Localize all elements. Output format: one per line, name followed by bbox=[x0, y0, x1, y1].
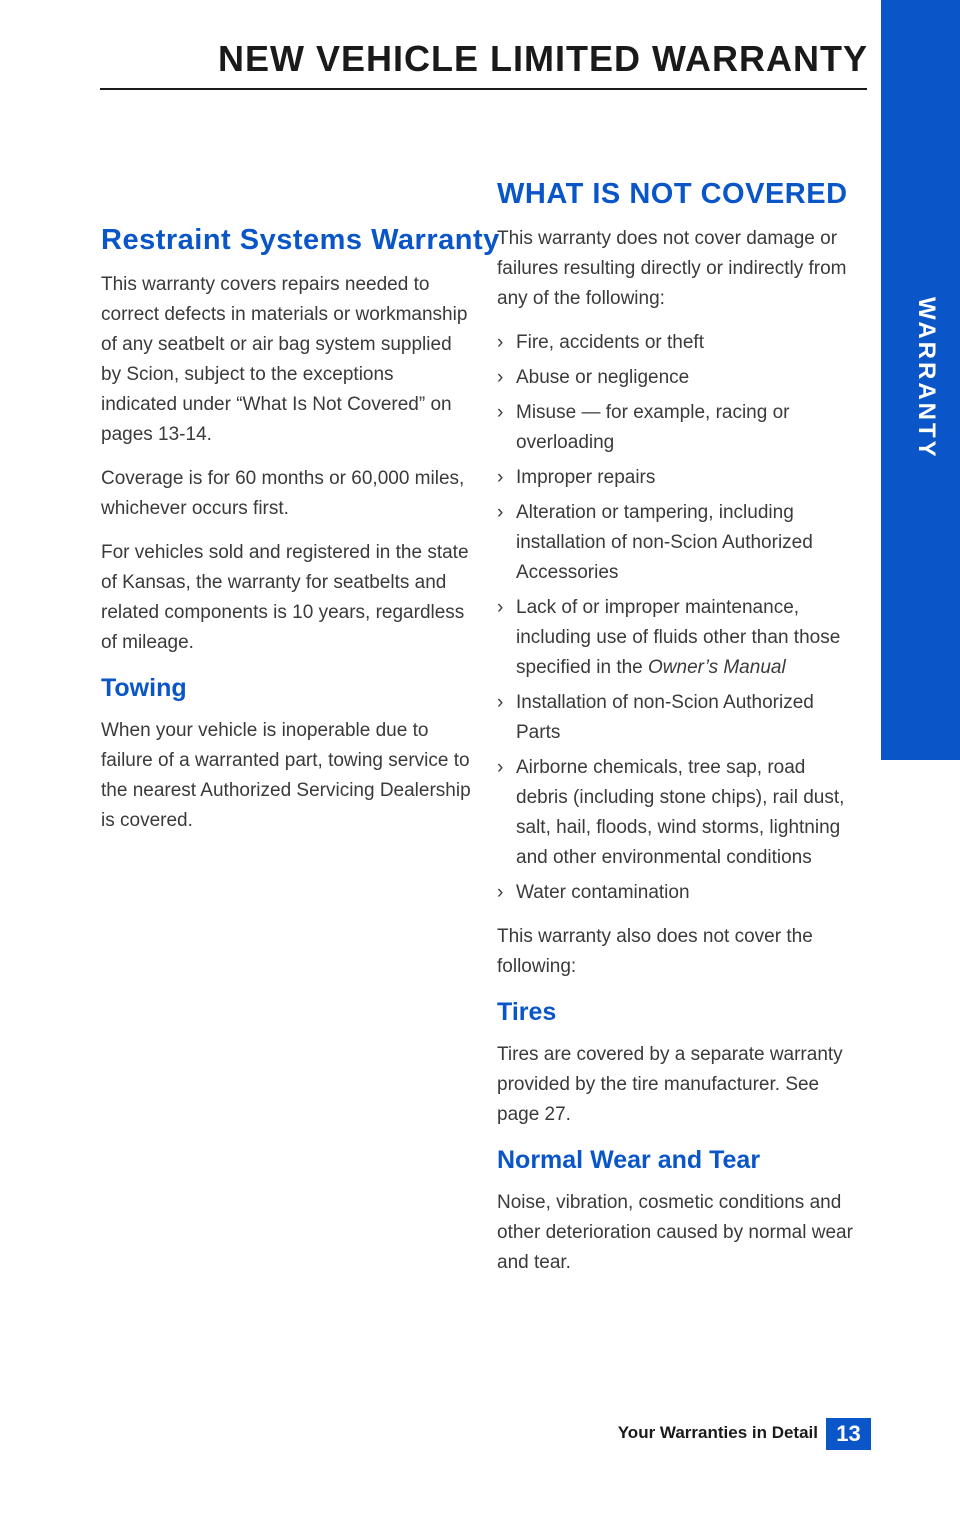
not-covered-outro: This warranty also does not cover the following: bbox=[497, 926, 813, 977]
not-covered-heading: WHAT IS NOT COVERED bbox=[497, 178, 848, 210]
chevron-right-icon: › bbox=[497, 757, 504, 778]
restraint-paragraph-2: Coverage is for 60 months or 60,000 miles, whichever occurs first. bbox=[101, 468, 465, 519]
title-divider bbox=[100, 88, 867, 90]
chevron-right-icon: › bbox=[497, 502, 504, 523]
footer-section-label: Your Warranties in Detail bbox=[617, 1423, 818, 1442]
restraint-paragraph-1: This warranty covers repairs needed to correct defects in materials or workmanship of any seatbelt or air bag system supplied by Scion, subject to the exceptions indicated under “What Is Not Covered” on pages 13-14. bbox=[101, 274, 468, 445]
not-covered-intro: This warranty does not cover damage or failures resulting directly or indirectly from any of the following: bbox=[497, 228, 847, 309]
restraint-paragraph-3: For vehicles sold and registered in the state of Kansas, the warranty for seatbelts and related components is 10 years, regardless of mileage. bbox=[101, 542, 469, 653]
normal-wear-heading: Normal Wear and Tear bbox=[497, 1146, 761, 1174]
chevron-right-icon: › bbox=[497, 597, 504, 618]
towing-paragraph: When your vehicle is inoperable due to failure of a warranted part, towing service to the nearest Authorized Servicing Dealership is covered. bbox=[101, 720, 471, 831]
chevron-right-icon: › bbox=[497, 467, 504, 488]
chevron-right-icon: › bbox=[497, 367, 504, 388]
page-number: 13 bbox=[826, 1418, 871, 1450]
chevron-right-icon: › bbox=[497, 692, 504, 713]
owners-manual-title: Owner’s Manual bbox=[648, 657, 786, 678]
normal-wear-paragraph: Noise, vibration, cosmetic conditions and other deterioration caused by normal wear and tear. bbox=[497, 1192, 853, 1273]
list-item: › Lack of or improper maintenance, including use of fluids other than those specified in the Owner’s Manual bbox=[497, 593, 857, 683]
list-item: › Improper repairs bbox=[497, 463, 857, 493]
list-item: › Airborne chemicals, tree sap, road debris (including stone chips), rail dust, salt, hail, floods, wind storms, lightning and other environmental conditions bbox=[497, 753, 857, 873]
towing-heading: Towing bbox=[101, 674, 187, 702]
not-covered-list bbox=[497, 328, 857, 908]
list-item: › Misuse — for example, racing or overloading bbox=[497, 398, 857, 458]
list-item: › Alteration or tampering, including installation of non-Scion Authorized Accessories bbox=[497, 498, 857, 588]
restraint-systems-heading: Restraint Systems Warranty bbox=[101, 224, 500, 256]
side-tab-label: WARRANTY bbox=[913, 297, 940, 460]
left-column bbox=[101, 222, 500, 850]
list-item: › Installation of non-Scion Authorized Parts bbox=[497, 688, 857, 748]
chevron-right-icon: › bbox=[497, 402, 504, 423]
list-item: › Abuse or negligence bbox=[497, 363, 857, 393]
chevron-right-icon: › bbox=[497, 332, 504, 353]
list-item: › Fire, accidents or theft bbox=[497, 328, 857, 358]
right-column bbox=[497, 176, 857, 1292]
chevron-right-icon: › bbox=[497, 882, 504, 903]
tires-heading: Tires bbox=[497, 998, 557, 1026]
tires-paragraph: Tires are covered by a separate warranty provided by the tire manufacturer. See page 27. bbox=[497, 1044, 843, 1125]
list-item: › Water contamination bbox=[497, 878, 857, 908]
page-title: NEW VEHICLE LIMITED WARRANTY bbox=[218, 38, 868, 79]
